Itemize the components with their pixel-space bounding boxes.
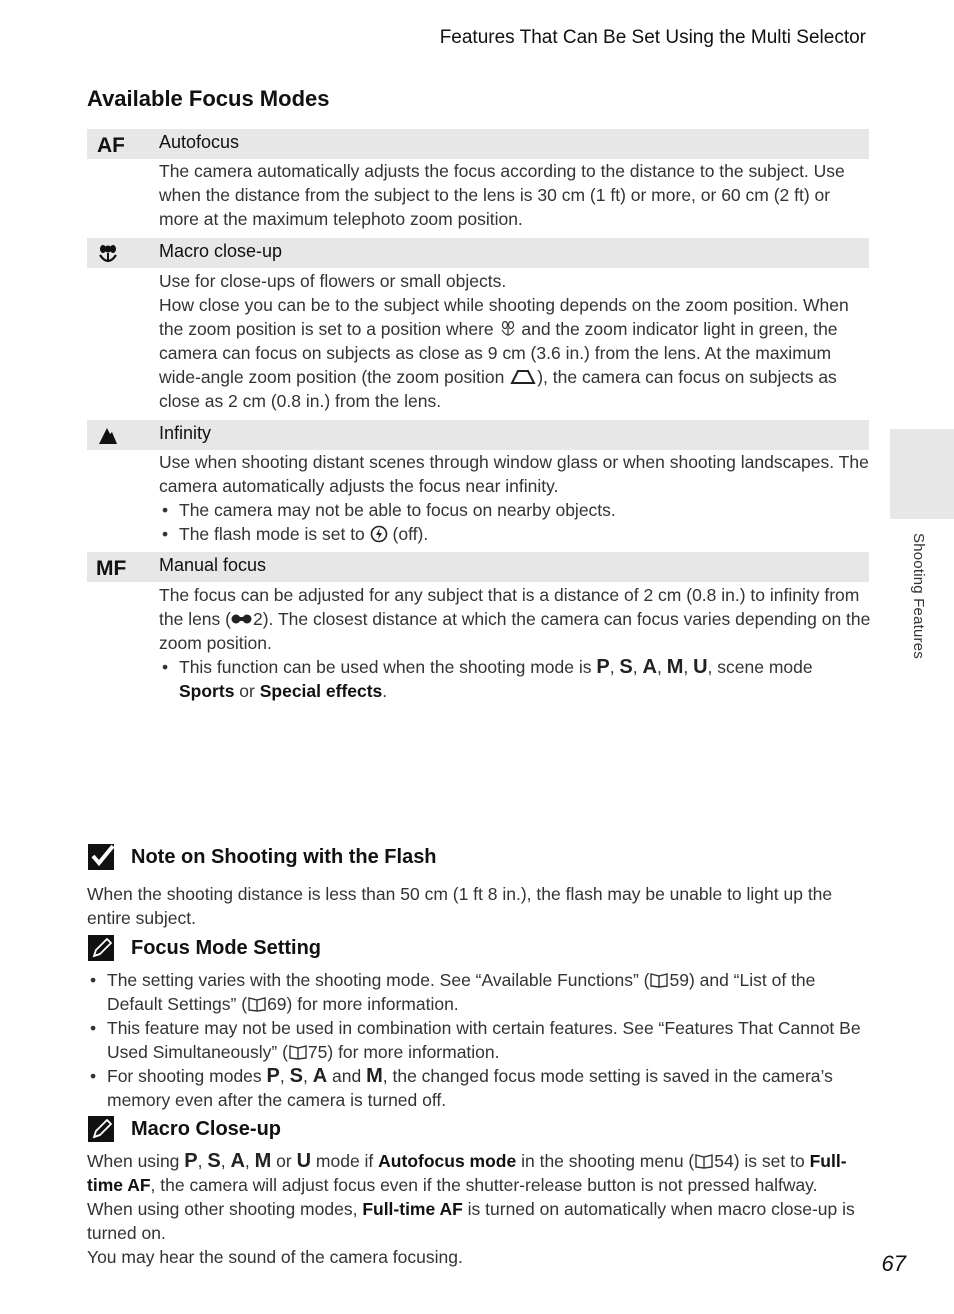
flash-off-icon: [370, 525, 388, 543]
list-item: • This function can be used when the shooting mode is P, S, A, M, U, scene mode Sports or Special effects.: [159, 655, 871, 703]
mode-row-macro: [87, 238, 869, 268]
mode-description: [159, 159, 871, 231]
note-title: Macro Close-up: [131, 1118, 282, 1140]
book-ref-icon: [649, 970, 669, 986]
note-text: When using other shooting modes, Full-time AF is turned on automatically when macro close-up is turned on.: [87, 1199, 855, 1243]
description-text: The camera automatically adjusts the focus according to the distance to the subject. Use when the distance from the subject to the lens is 30 cm (1 ft) or more, or 60 cm (2 ft) or more at the maximum telephoto zoom position.: [159, 161, 845, 229]
mode-a-glyph: A: [230, 1150, 245, 1172]
list-item: • The flash mode is set to (off).: [159, 522, 871, 546]
mode-description: [159, 583, 871, 703]
mode-s-glyph: S: [619, 656, 633, 678]
mode-label: Autofocus: [159, 132, 240, 152]
mode-p-glyph: P: [184, 1150, 198, 1172]
side-tab: [890, 429, 954, 519]
mode-a-glyph: A: [642, 656, 657, 678]
mode-s-glyph: S: [207, 1150, 221, 1172]
note-flash-body: [87, 882, 869, 930]
svg-text:MF: MF: [96, 557, 126, 578]
mode-u-glyph: U: [296, 1150, 312, 1172]
mode-description: [159, 269, 871, 413]
manual-focus-icon: [96, 556, 124, 578]
book-ref-icon: [288, 1042, 308, 1058]
pencil-note-icon: [87, 934, 117, 962]
note-focus-mode-body: [87, 968, 869, 1112]
description-text: Use when shooting distant scenes through window glass or when shooting landscapes. The camera automatically adjusts the focus near infinity.: [159, 452, 869, 496]
side-tab-label: Shooting Features: [910, 533, 927, 659]
description-text: The focus can be adjusted for any subject that is a distance of 2 cm (0.8 in.) to infinity from the lens ( 2). The closest distance at which the camera can focus varies depending on the zoom position.: [159, 585, 871, 653]
mode-u-glyph: U: [693, 656, 708, 678]
note-text: When the shooting distance is less than 50 cm (1 ft 8 in.), the flash may be unable to light up the entire subject.: [87, 884, 833, 928]
book-ref-icon: [694, 1151, 714, 1167]
mode-row-manual-focus: [87, 552, 869, 582]
mode-row-infinity: [87, 420, 869, 450]
mode-row-autofocus: [87, 129, 869, 159]
list-item: • The setting varies with the shooting mode. See “Available Functions” ( 59) and “List of the Default Settings” ( 69) for more information.: [87, 968, 869, 1016]
mountain-icon: [96, 424, 124, 446]
description-text: Use for close-ups of flowers or small objects.: [159, 271, 507, 291]
list-item: • This feature may not be used in combination with certain features. See “Features That Cannot Be Used Simultaneously” ( 75) for more information.: [87, 1016, 869, 1064]
svg-text:AF: AF: [97, 134, 124, 155]
note-title: Note on Shooting with the Flash: [131, 846, 437, 868]
book-ref-icon: [247, 994, 267, 1010]
page-number: 67: [881, 1251, 906, 1276]
macro-flower-icon: [96, 242, 124, 264]
autofocus-icon: [96, 133, 124, 155]
mode-label: Manual focus: [159, 555, 267, 575]
reference-section-icon: [231, 608, 253, 622]
list-item: • For shooting modes P, S, A and M, the changed focus mode setting is saved in the camera’s memory even after the camera is turned off.: [87, 1064, 869, 1112]
section-title: Available Focus Modes: [87, 86, 330, 111]
mode-p-glyph: P: [596, 656, 610, 678]
mode-m-glyph: M: [666, 656, 684, 678]
mode-m-glyph: M: [254, 1150, 272, 1172]
list-item: • The camera may not be able to focus on nearby objects.: [159, 498, 871, 522]
mode-p-glyph: P: [266, 1065, 280, 1087]
running-header: Features That Can Be Set Using the Multi Selector: [439, 27, 866, 48]
mode-description: [159, 450, 871, 546]
note-title: Focus Mode Setting: [131, 937, 321, 959]
checkmark-note-icon: [87, 843, 117, 871]
wide-angle-icon: [509, 367, 537, 385]
note-text: You may hear the sound of the camera focusing.: [87, 1247, 463, 1267]
macro-flower-small-icon: [499, 319, 517, 337]
note-text: When using P, S, A, M or U mode if Autofocus mode in the shooting menu ( 54) is set to Full-time AF, the camera will adjust focus even if the shutter-release button is not pressed halfway.: [87, 1150, 847, 1195]
mode-label: Macro close-up: [159, 241, 283, 261]
mode-a-glyph: A: [312, 1065, 328, 1087]
mode-m-glyph: M: [366, 1065, 383, 1087]
mode-label: Infinity: [159, 423, 212, 443]
note-macro-body: [87, 1149, 869, 1269]
pencil-note-icon: [87, 1115, 117, 1143]
description-text: How close you can be to the subject while shooting depends on the zoom position. When the zoom position is set to a position where and the zoom indicator light in green, the camera can focus on subjects as close as 9 cm (3.6 in.) from the lens. At the maximum wide-angle zoom position (the zoom position ), the camera can focus on subjects as close as 2 cm (0.8 in.) from the lens.: [159, 295, 849, 411]
mode-s-glyph: S: [289, 1065, 303, 1087]
